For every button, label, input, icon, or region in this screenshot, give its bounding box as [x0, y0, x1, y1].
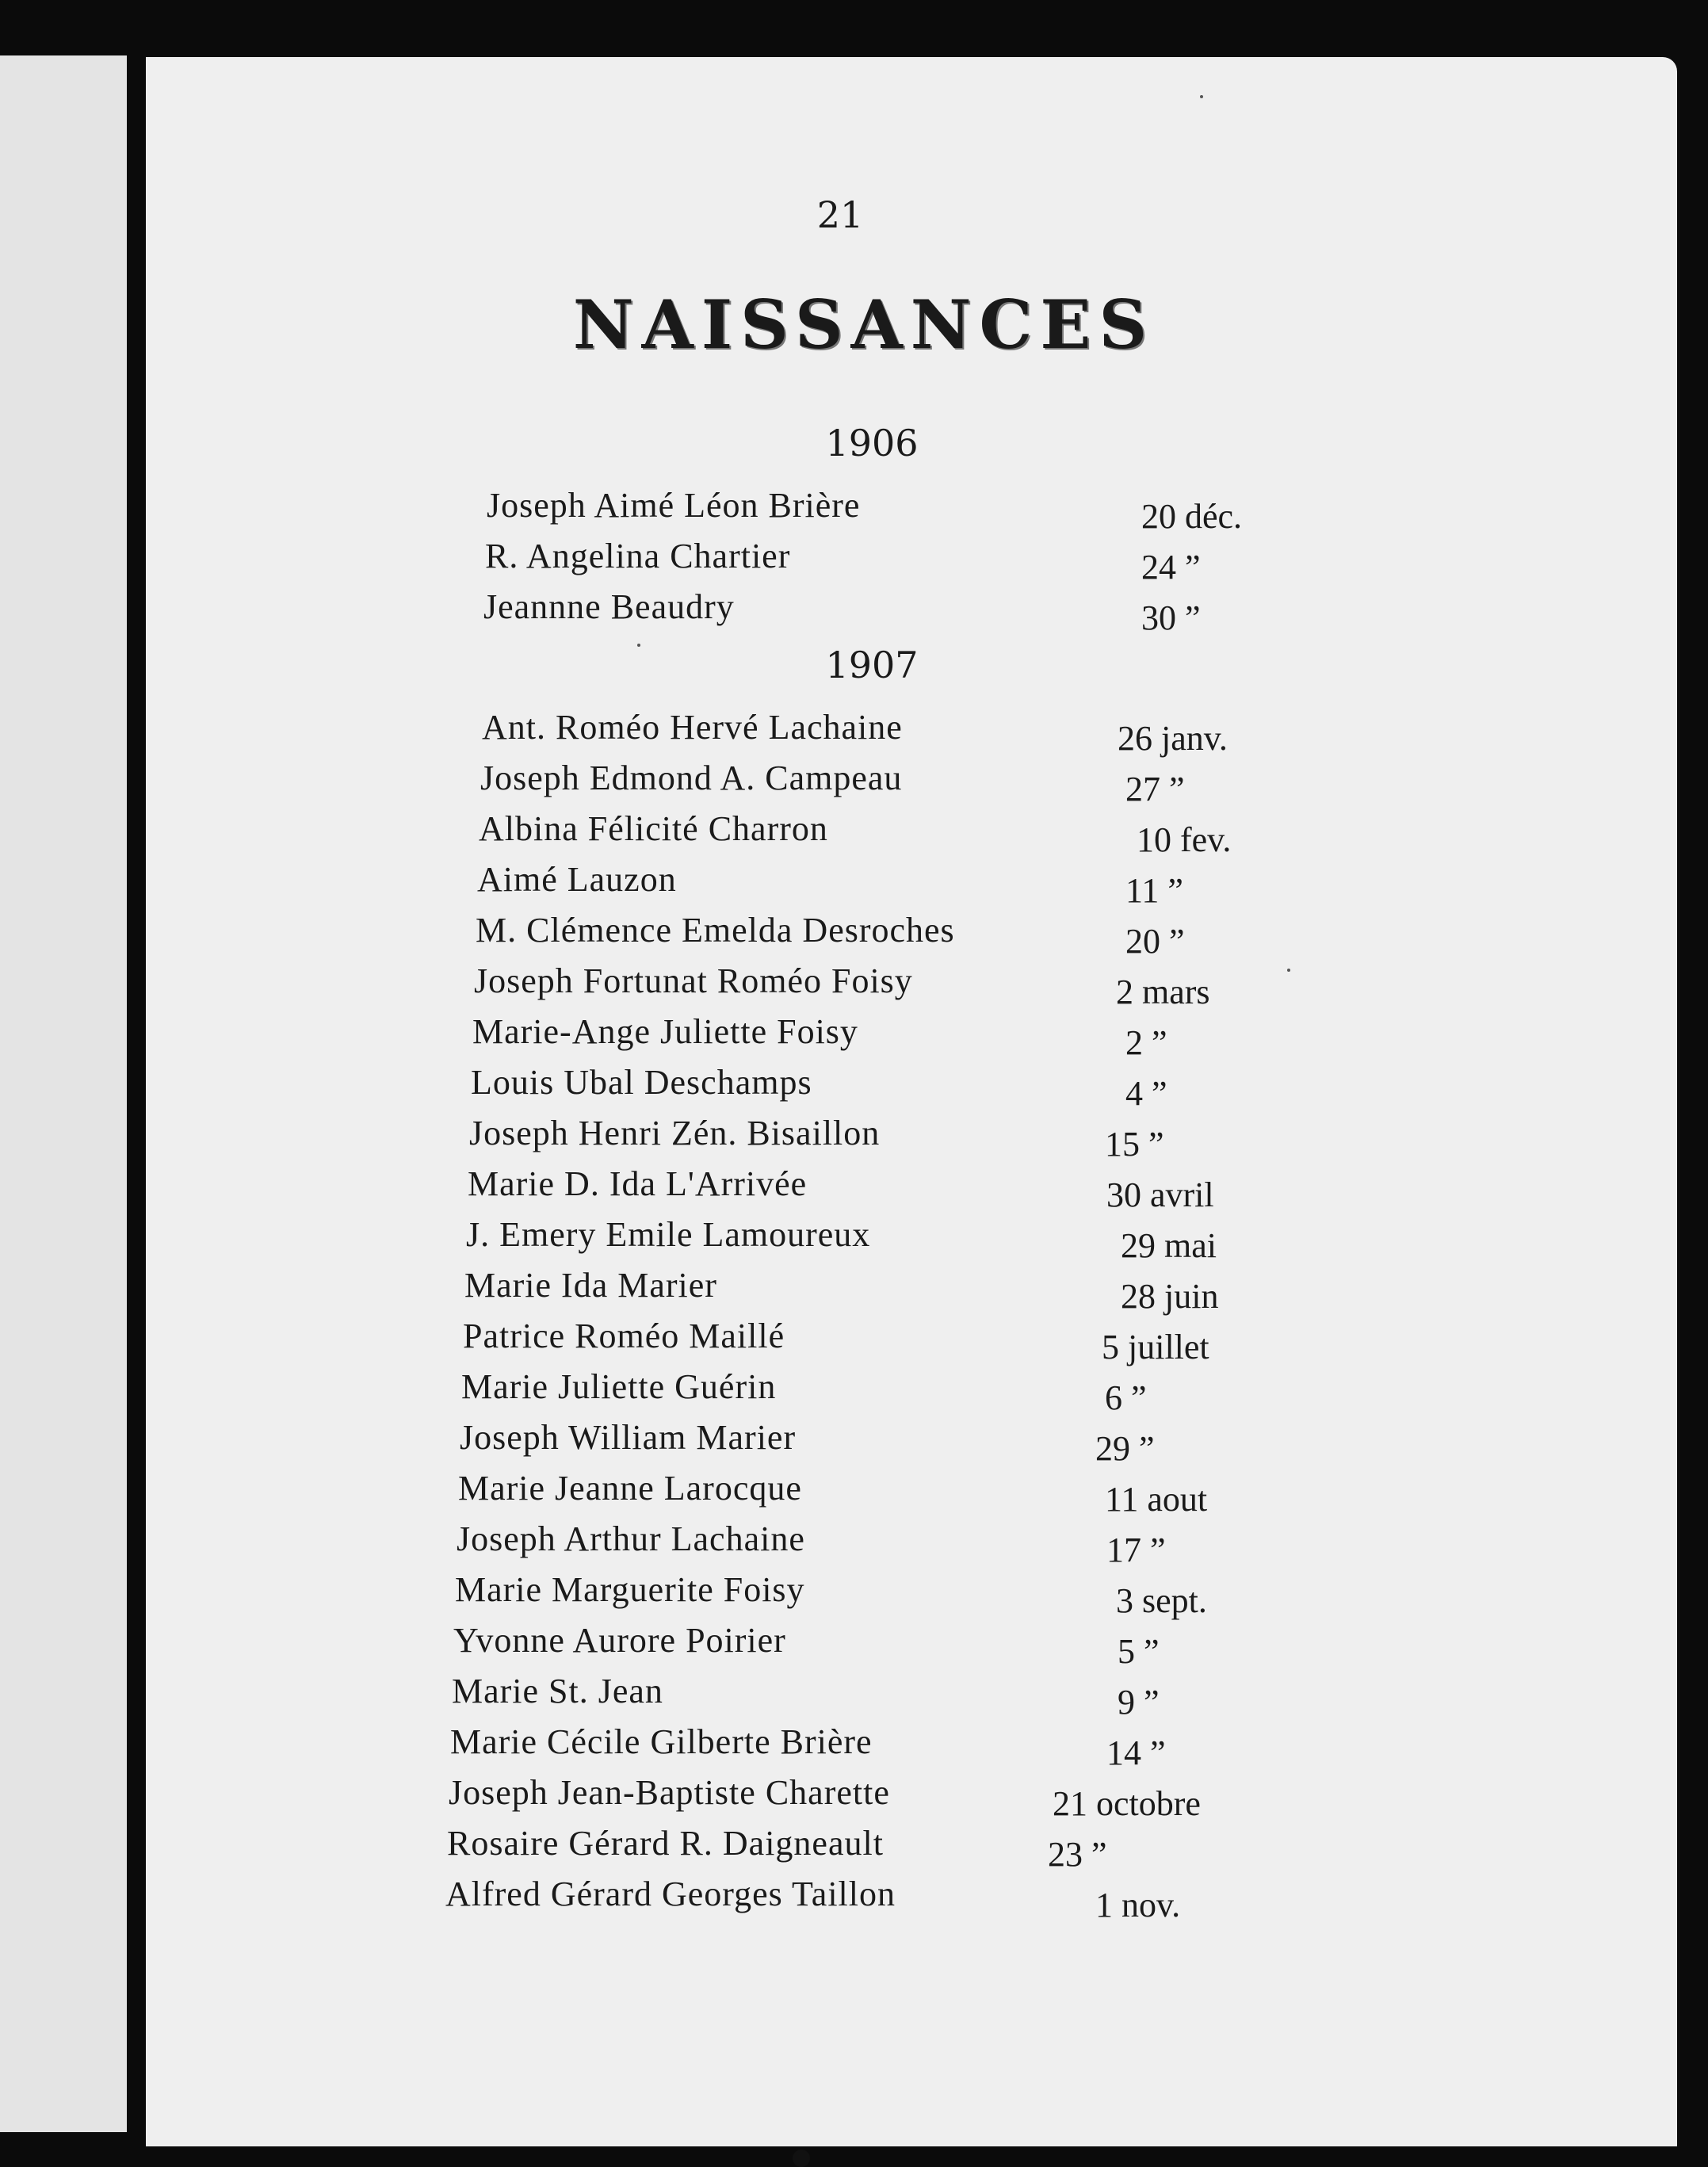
entry-date: 24 ”	[1141, 548, 1201, 587]
entry-name: Joseph Aimé Léon Brière	[487, 486, 861, 525]
entry-date: 5 juillet	[1102, 1328, 1209, 1366]
entry-date: 23 ”	[1048, 1835, 1107, 1874]
print-speck	[1200, 95, 1203, 98]
entry-name: Rosaire Gérard R. Daigneault	[447, 1824, 884, 1863]
entry-name: Marie Cécile Gilberte Brière	[450, 1722, 873, 1761]
entry-name: Marie St. Jean	[452, 1672, 663, 1710]
entry-date: 29 mai	[1121, 1226, 1217, 1265]
page-number: 21	[816, 193, 864, 236]
entry-date: 20 déc.	[1141, 497, 1243, 536]
entry-name: Patrice Roméo Maillé	[463, 1317, 785, 1355]
entry-date: 11 aout	[1105, 1480, 1208, 1519]
entry-name: Albina Félicité Charron	[479, 809, 828, 848]
entry-name: Yvonne Aurore Poirier	[453, 1621, 786, 1660]
entry-date: 15 ”	[1105, 1125, 1164, 1164]
entry-date: 6 ”	[1105, 1378, 1147, 1417]
year-heading: 1907	[825, 644, 919, 686]
entry-name: J. Emery Emile Lamoureux	[466, 1215, 871, 1254]
entry-name: M. Clémence Emelda Desroches	[476, 911, 955, 950]
document-page	[146, 57, 1677, 2146]
entry-name: Marie D. Ida L'Arrivée	[468, 1164, 808, 1203]
entry-name: Louis Ubal Deschamps	[471, 1063, 812, 1102]
entry-date: 3 sept.	[1116, 1581, 1207, 1620]
entry-name: Joseph Arthur Lachaine	[457, 1519, 805, 1558]
entry-date: 21 octobre	[1053, 1784, 1201, 1823]
entry-name: Joseph William Marier	[460, 1418, 797, 1457]
entry-date: 29 ”	[1095, 1429, 1155, 1468]
entry-name: Marie Ida Marier	[464, 1266, 717, 1305]
entry-date: 30 avril	[1106, 1175, 1214, 1214]
entry-name: Marie Marguerite Foisy	[455, 1570, 805, 1609]
year-heading: 1906	[825, 422, 919, 464]
entry-name: Marie Jeanne Larocque	[458, 1469, 802, 1508]
entry-name: Joseph Jean-Baptiste Charette	[449, 1773, 890, 1812]
entry-name: Ant. Roméo Hervé Lachaine	[482, 708, 903, 747]
birth-register-list	[146, 57, 1677, 2146]
entry-date: 30 ”	[1141, 598, 1201, 637]
entry-name: Aimé Lauzon	[477, 860, 677, 899]
entry-date: 28 juin	[1121, 1277, 1219, 1316]
entry-date: 17 ”	[1106, 1531, 1166, 1569]
entry-date: 11 ”	[1125, 871, 1183, 910]
entry-name: R. Angelina Chartier	[485, 537, 791, 575]
entry-date: 5 ”	[1118, 1632, 1160, 1671]
entry-name: Joseph Edmond A. Campeau	[480, 759, 903, 797]
entry-name: Marie-Ange Juliette Foisy	[472, 1012, 858, 1051]
entry-name: Jeannne Beaudry	[483, 587, 735, 626]
entry-date: 10 fev.	[1137, 820, 1232, 859]
entry-name: Marie Juliette Guérin	[461, 1367, 777, 1406]
entry-name: Alfred Gérard Georges Taillon	[445, 1875, 896, 1913]
entry-date: 26 janv.	[1118, 719, 1228, 758]
entry-date: 2 mars	[1116, 973, 1210, 1011]
page-title: NAISSANCES	[572, 285, 1156, 364]
entry-date: 14 ”	[1106, 1733, 1166, 1772]
bullet-mark	[793, 2150, 810, 2167]
entry-date: 20 ”	[1125, 922, 1185, 961]
print-speck	[1287, 969, 1290, 972]
entry-date: 2 ”	[1125, 1023, 1167, 1062]
print-speck	[637, 644, 640, 647]
entry-date: 27 ”	[1125, 770, 1185, 808]
entry-date: 4 ”	[1125, 1074, 1167, 1113]
adjacent-page-edge	[0, 55, 127, 2132]
entry-name: Joseph Fortunat Roméo Foisy	[474, 961, 913, 1000]
entry-date: 1 nov.	[1095, 1886, 1181, 1924]
entry-name: Joseph Henri Zén. Bisaillon	[469, 1114, 881, 1152]
entry-date: 9 ”	[1118, 1683, 1160, 1722]
